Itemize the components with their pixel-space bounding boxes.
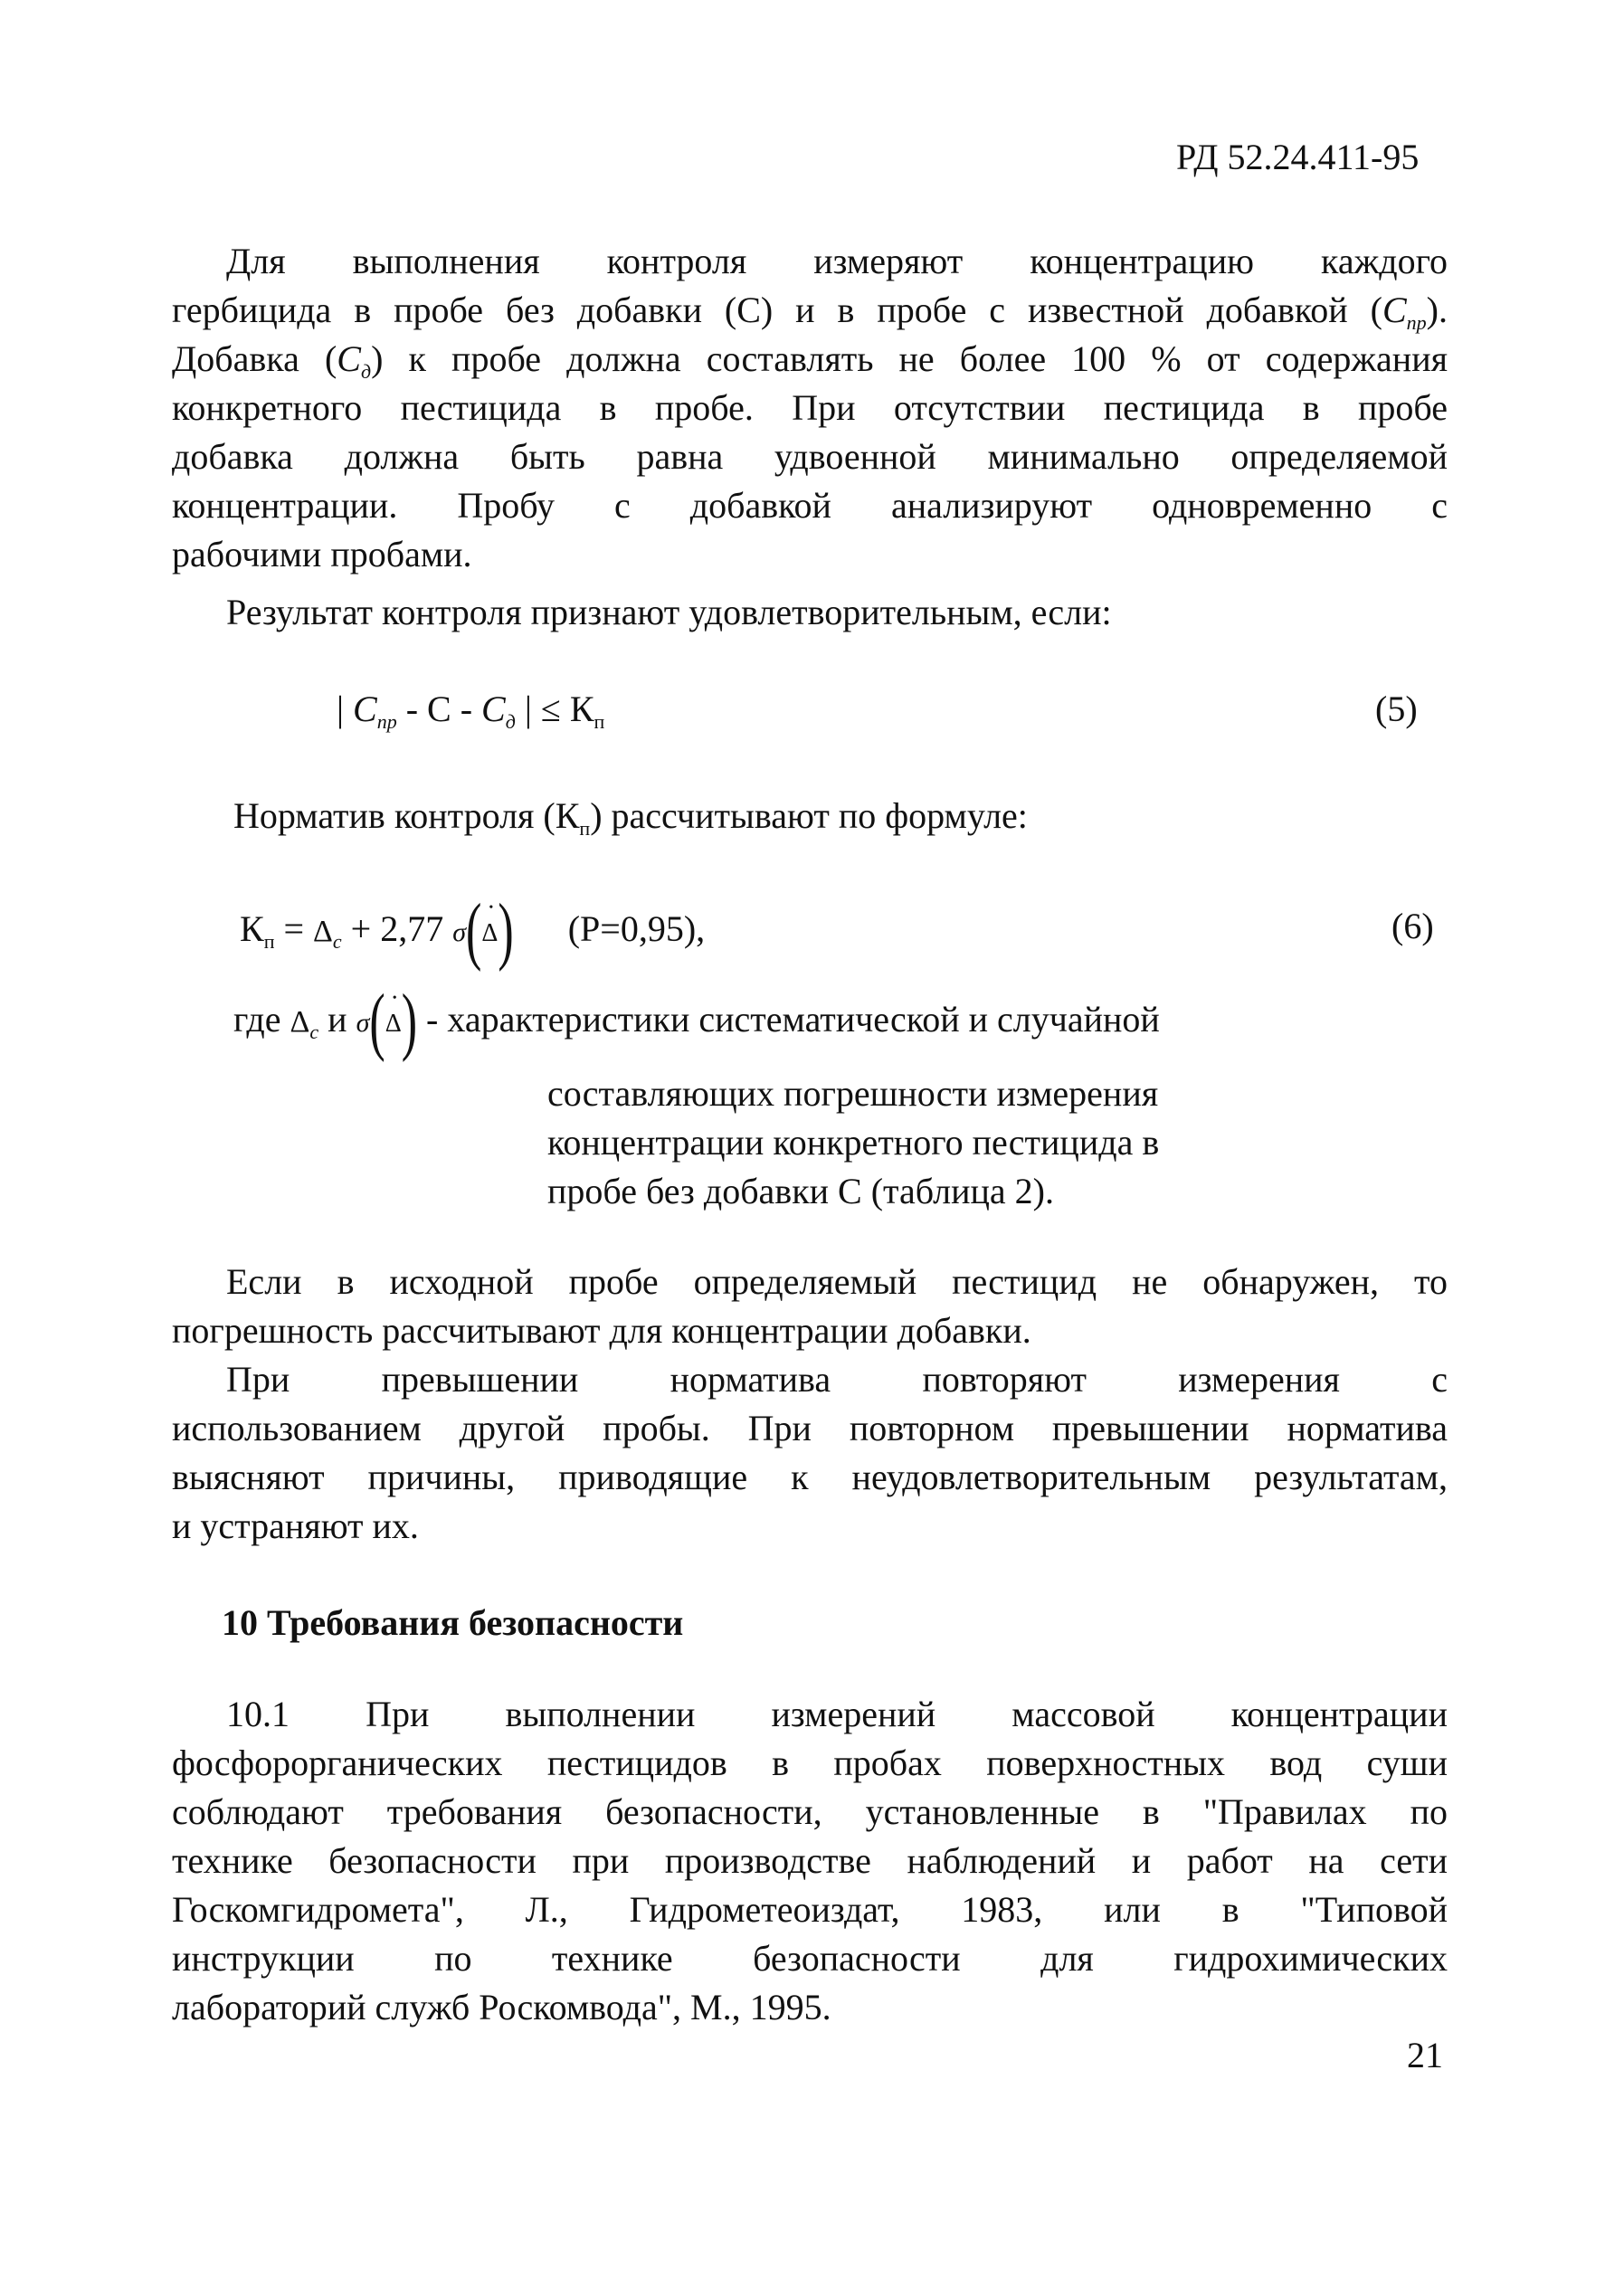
equation-6-number: (6) bbox=[1391, 906, 1434, 946]
text-line: фосфорорганических пестицидов в пробах поверхностных вод суши bbox=[172, 1742, 1448, 1783]
text-line: Добавка $(С_д)$ к пробе должна составлять не более 100 % от содержания bbox=[172, 338, 1448, 383]
text-line: соблюдают требования безопасности, установленные в "Правилах по bbox=[172, 1791, 1448, 1832]
text-line: инструкции по технике безопасности для гидрохимических bbox=[172, 1938, 1448, 1979]
text-line: составляющих погрешности измерения bbox=[547, 1073, 1159, 1114]
text-line: технике безопасности при производстве наблюдений и работ на сети bbox=[172, 1840, 1448, 1881]
paragraph-control-procedure bbox=[172, 237, 1448, 579]
text-line: добавка должна быть равна удвоенной минимально определяемой bbox=[172, 436, 1448, 477]
symbol-c-d: С bbox=[337, 338, 361, 379]
text-line: Если в исходной пробе определяемый пестицид не обнаружен, то bbox=[226, 1261, 1448, 1302]
text-line: Для выполнения контроля измеряют концентрацию каждого bbox=[226, 241, 1448, 281]
paragraph-result-condition: Результат контроля признают удовлетворительным, если: bbox=[226, 592, 1112, 632]
paragraph-safety-requirements bbox=[172, 1690, 1448, 2032]
text-line: концентрации конкретного пестицида в bbox=[547, 1122, 1160, 1163]
where-continuation bbox=[547, 1069, 1362, 1216]
text-line: концентрации. Пробу с добавкой анализируют одновременно с bbox=[172, 485, 1448, 526]
equation-5: | $С_{пр}$ - С - $С_д$ | ≤ $К_п$ bbox=[337, 688, 605, 733]
page-number: 21 bbox=[1407, 2035, 1443, 2075]
where-definition: где $\Delta_с$ и σ(• Δ) - характеристики систематической и случайной bbox=[233, 995, 1160, 1049]
text-line: использованием другой пробы. При повторном превышении норматива bbox=[172, 1408, 1448, 1448]
text-line: 10.1 При выполнении измерений массовой концентрации bbox=[226, 1694, 1448, 1734]
equation-5-number: (5) bbox=[1375, 688, 1418, 729]
text-line: и устраняют их. bbox=[172, 1505, 419, 1546]
equation-6: $К_п = \Delta_с + 2,77$ σ(• Δ) (P=0,95), bbox=[240, 905, 705, 958]
text-line: Госкомгидромета", Л., Гидрометеоиздат, 1983, или в "Типовой bbox=[172, 1889, 1448, 1930]
section-heading: 10 Требования безопасности bbox=[222, 1602, 684, 1643]
text-line: рабочими пробами. bbox=[172, 534, 472, 574]
text-line: гербицида в пробе без добавки (С) и в пробе с известной добавкой $(С_{пр})$. bbox=[172, 290, 1448, 334]
paragraph-norm-formula: Норматив контроля $(К_п)$ рассчитывают по формуле: bbox=[233, 795, 1028, 840]
text-line: конкретного пестицида в пробе. При отсутствии пестицида в пробе bbox=[172, 387, 1448, 428]
text-line: выясняют причины, приводящие к неудовлетворительным результатам, bbox=[172, 1457, 1448, 1497]
text-line: лабораторий служб Роскомвода", М., 1995. bbox=[172, 1987, 831, 2027]
text-line: погрешность рассчитывают для концентрации добавки. bbox=[172, 1310, 1031, 1351]
symbol-c-pr: С bbox=[1382, 290, 1407, 330]
paragraph-no-pesticide bbox=[172, 1258, 1448, 1355]
text-line: При превышении норматива повторяют измерения с bbox=[226, 1359, 1448, 1400]
text-line: пробе без добавки С (таблица 2). bbox=[547, 1171, 1054, 1211]
document-code: РД 52.24.411-95 bbox=[1176, 137, 1420, 177]
paragraph-exceeding-norm bbox=[172, 1355, 1448, 1551]
